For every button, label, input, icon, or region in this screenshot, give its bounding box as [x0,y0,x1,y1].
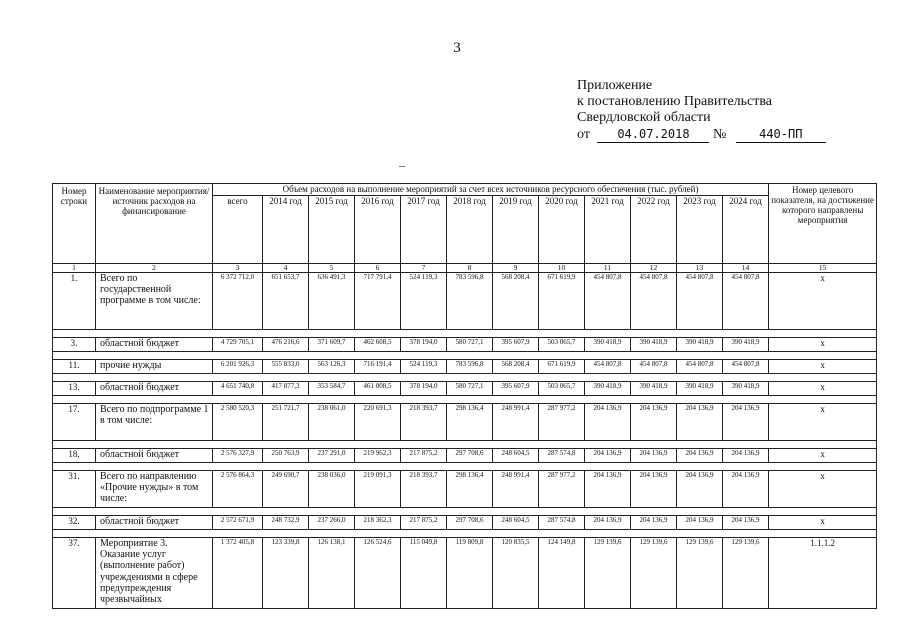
value-year: 129 139,6 [585,538,631,609]
column-index: 2 [96,264,213,273]
table-row [53,538,877,609]
header-row-number: Номер строки [53,184,96,264]
row-name: Всего по подпрограмме 1 в том числе: [96,404,213,441]
table-row [53,382,877,396]
table-row [53,404,877,441]
value-year: 454 807,8 [585,273,631,330]
value-year: 371 609,7 [309,338,355,352]
value-total: 2 576 327,9 [213,449,263,463]
value-year: 204 136,9 [723,516,769,530]
value-year: 390 418,9 [585,338,631,352]
value-year: 248 732,9 [263,516,309,530]
row-gap-cell [53,463,877,471]
value-year: 524 119,3 [401,273,447,330]
header-year: 2016 год [355,196,401,264]
table-row [53,273,877,330]
appendix-title: Приложение [577,78,653,93]
value-year: 378 194,0 [401,338,447,352]
row-gap-cell [53,396,877,404]
value-year: 204 136,9 [677,449,723,463]
row-name: областной бюджет [96,382,213,396]
number-label: № [712,127,727,142]
value-year: 454 807,8 [723,273,769,330]
value-year: 129 139,6 [631,538,677,609]
value-year: 651 653,7 [263,273,309,330]
header-year: 2023 год [677,196,723,264]
row-gap [53,330,877,338]
decree-number: 440-ПП [736,126,826,143]
row-name: областной бюджет [96,449,213,463]
header-year: 2015 год [309,196,355,264]
value-year: 454 807,8 [677,360,723,374]
value-year: 287 977,2 [539,471,585,508]
table-row [53,471,877,508]
row-gap [53,374,877,382]
header-year: 2024 год [723,196,769,264]
value-year: 503 065,7 [539,382,585,396]
value-year: 129 139,6 [677,538,723,609]
row-number: 37. [53,538,96,609]
value-year: 783 596,8 [447,273,493,330]
column-index: 6 [355,264,401,273]
value-total: 2 580 520,3 [213,404,263,441]
value-year: 238 036,0 [309,471,355,508]
value-year: 217 875,2 [401,516,447,530]
row-gap-cell [53,352,877,360]
value-year: 390 418,9 [677,382,723,396]
value-year: 218 362,3 [355,516,401,530]
target-indicator: x [769,338,877,352]
row-gap-cell [53,508,877,516]
header-year: 2022 год [631,196,677,264]
page-mark [399,166,405,167]
row-gap [53,463,877,471]
column-index: 14 [723,264,769,273]
value-year: 204 136,9 [677,471,723,508]
decree-date: 04.07.2018 [597,126,709,143]
value-year: 204 136,9 [631,471,677,508]
row-number: 18. [53,449,96,463]
value-year: 119 809,8 [447,538,493,609]
header-year: 2018 год [447,196,493,264]
column-index-row [53,264,877,273]
header-name: Наименование мероприятия/источник расходов на финансирование [96,184,213,264]
header-volume: Объем расходов на выполнение мероприятий за счет всех источников ресурсного обеспечения (тыс. рублей) [213,184,769,196]
value-total: 4 651 740,8 [213,382,263,396]
row-name: Мероприятие 3. Оказание услуг (выполнение работ) учреждениями в сфере предупреждения чрезвычайных [96,538,213,609]
value-year: 390 418,9 [631,382,677,396]
value-year: 568 208,4 [493,273,539,330]
row-gap [53,441,877,449]
value-year: 204 136,9 [677,516,723,530]
value-year: 524 119,3 [401,360,447,374]
value-year: 237 266,0 [309,516,355,530]
row-gap-cell [53,330,877,338]
value-year: 671 619,9 [539,273,585,330]
value-year: 249 690,7 [263,471,309,508]
table-row [53,449,877,463]
value-year: 378 194,0 [401,382,447,396]
row-number: 13. [53,382,96,396]
row-name: Всего по государственной программе в том числе: [96,273,213,330]
value-year: 124 149,8 [539,538,585,609]
value-year: 218 393,7 [401,471,447,508]
value-year: 390 418,9 [723,338,769,352]
value-year: 717 791,4 [355,273,401,330]
row-name: областной бюджет [96,516,213,530]
from-label: от [577,127,590,142]
value-year: 237 291,0 [309,449,355,463]
value-year: 390 418,9 [723,382,769,396]
value-year: 248 604,5 [493,449,539,463]
value-total: 2 572 671,9 [213,516,263,530]
value-year: 126 138,1 [309,538,355,609]
value-year: 218 393,7 [401,404,447,441]
value-year: 204 136,9 [677,404,723,441]
column-index: 3 [213,264,263,273]
row-gap [53,508,877,516]
header-year: 2020 год [539,196,585,264]
value-year: 636 491,3 [309,273,355,330]
value-year: 454 807,8 [631,360,677,374]
target-indicator: x [769,471,877,508]
target-indicator: x [769,449,877,463]
column-index: 13 [677,264,723,273]
value-year: 297 708,6 [447,516,493,530]
page-number: 3 [453,40,461,56]
value-year: 298 136,4 [447,404,493,441]
column-index: 1 [53,264,96,273]
value-year: 454 807,8 [585,360,631,374]
header-total: всего [213,196,263,264]
row-number: 31. [53,471,96,508]
value-year: 204 136,9 [585,471,631,508]
value-year: 204 136,9 [585,516,631,530]
target-indicator: x [769,273,877,330]
row-gap-cell [53,530,877,538]
header-year: 2017 год [401,196,447,264]
value-year: 454 807,8 [723,360,769,374]
value-year: 204 136,9 [723,471,769,508]
target-indicator: x [769,360,877,374]
value-year: 783 596,8 [447,360,493,374]
value-year: 503 065,7 [539,338,585,352]
value-year: 204 136,9 [631,449,677,463]
value-year: 204 136,9 [631,404,677,441]
value-year: 248 604,5 [493,516,539,530]
column-index: 15 [769,264,877,273]
header-year: 2019 год [493,196,539,264]
value-year: 671 619,9 [539,360,585,374]
value-year: 204 136,9 [585,404,631,441]
value-year: 287 574,8 [539,516,585,530]
row-gap [53,396,877,404]
column-index: 4 [263,264,309,273]
value-year: 395 607,9 [493,338,539,352]
value-total: 6 372 712,0 [213,273,263,330]
table-row [53,360,877,374]
row-gap [53,530,877,538]
value-year: 217 875,2 [401,449,447,463]
column-index: 12 [631,264,677,273]
value-year: 248 991,4 [493,404,539,441]
value-total: 2 576 864,3 [213,471,263,508]
header-year: 2021 год [585,196,631,264]
value-year: 129 139,6 [723,538,769,609]
appendix-date-line [577,126,877,143]
target-indicator: x [769,516,877,530]
value-year: 353 584,7 [309,382,355,396]
value-year: 251 721,7 [263,404,309,441]
appendix-header [577,78,877,143]
value-total: 1 372 405,8 [213,538,263,609]
expenditure-table [52,183,877,609]
value-year: 395 607,9 [493,382,539,396]
column-index: 11 [585,264,631,273]
row-number: 1. [53,273,96,330]
appendix-line-decree: к постановлению Правительства [577,94,773,109]
value-year: 580 727,1 [447,382,493,396]
value-year: 555 833,0 [263,360,309,374]
header-target: Номер целевого показателя, на достижение которого направлены мероприятия [769,184,877,264]
value-year: 580 727,1 [447,338,493,352]
value-year: 204 136,9 [723,449,769,463]
table-row [53,338,877,352]
value-year: 219 091,3 [355,471,401,508]
value-year: 219 962,3 [355,449,401,463]
value-year: 123 339,8 [263,538,309,609]
value-year: 250 763,9 [263,449,309,463]
value-year: 220 691,3 [355,404,401,441]
value-year: 390 418,9 [677,338,723,352]
row-name: Всего по направлению «Прочие нужды» в том числе: [96,471,213,508]
value-year: 417 877,3 [263,382,309,396]
value-year: 120 835,5 [493,538,539,609]
row-name: прочие нужды [96,360,213,374]
value-year: 568 208,4 [493,360,539,374]
value-total: 4 729 705,1 [213,338,263,352]
value-year: 287 574,8 [539,449,585,463]
value-year: 204 136,9 [585,449,631,463]
value-year: 248 991,4 [493,471,539,508]
value-year: 298 136,4 [447,471,493,508]
row-gap-cell [53,374,877,382]
column-index: 10 [539,264,585,273]
value-year: 563 126,3 [309,360,355,374]
value-year: 390 418,9 [631,338,677,352]
value-year: 476 216,6 [263,338,309,352]
row-gap [53,352,877,360]
value-year: 454 807,8 [677,273,723,330]
column-index: 8 [447,264,493,273]
row-number: 11. [53,360,96,374]
value-year: 238 061,0 [309,404,355,441]
row-gap-cell [53,441,877,449]
value-year: 297 708,6 [447,449,493,463]
row-number: 32. [53,516,96,530]
value-year: 390 418,9 [585,382,631,396]
value-year: 287 977,2 [539,404,585,441]
value-year: 454 807,8 [631,273,677,330]
value-total: 6 201 926,3 [213,360,263,374]
column-index: 5 [309,264,355,273]
value-year: 115 049,8 [401,538,447,609]
row-number: 3. [53,338,96,352]
value-year: 461 008,5 [355,382,401,396]
column-index: 7 [401,264,447,273]
value-year: 204 136,9 [723,404,769,441]
row-number: 17. [53,404,96,441]
value-year: 204 136,9 [631,516,677,530]
header-year: 2014 год [263,196,309,264]
column-index: 9 [493,264,539,273]
target-indicator: 1.1.1.2 [769,538,877,609]
value-year: 462 608,5 [355,338,401,352]
value-year: 126 524,6 [355,538,401,609]
row-name: областной бюджет [96,338,213,352]
target-indicator: x [769,404,877,441]
appendix-line-region: Свердловской области [577,110,711,125]
table-row [53,516,877,530]
value-year: 716 191,4 [355,360,401,374]
target-indicator: x [769,382,877,396]
